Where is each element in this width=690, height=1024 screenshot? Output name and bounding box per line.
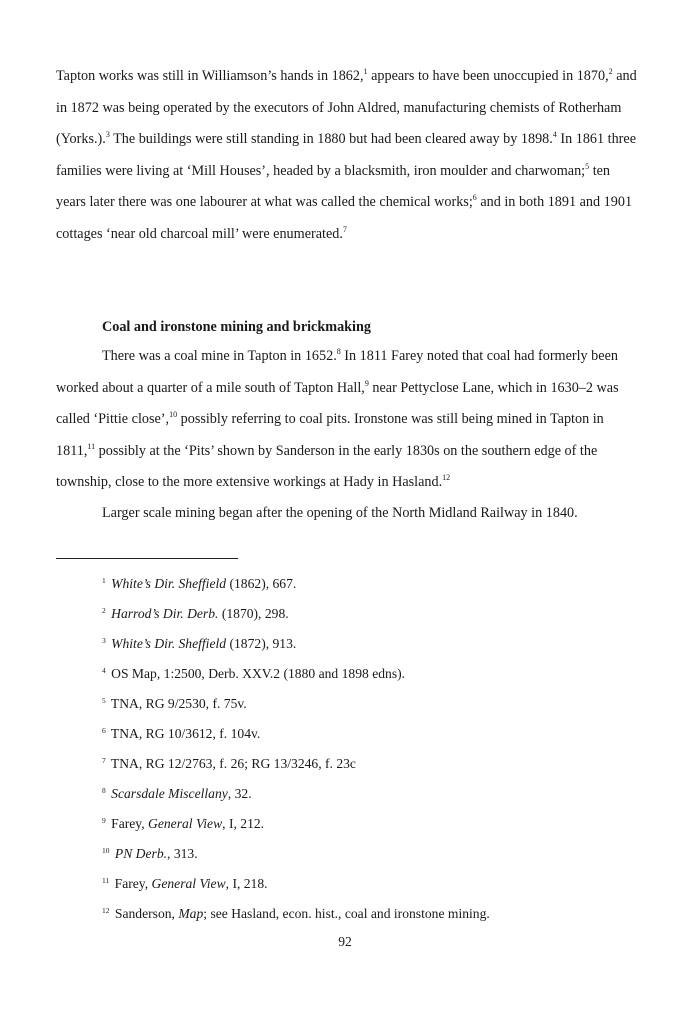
footnote-8: $^8$ Scarsdale Miscellany, 32. <box>102 786 252 801</box>
footnote-5: $^5$ TNA, RG 9/2530, f. 75v. <box>102 696 247 711</box>
footnote-ref-4[interactable]: 4 <box>552 130 557 139</box>
footnotes-list <box>102 569 642 929</box>
paragraph-coal-mining <box>56 341 640 499</box>
footnote-ref-9[interactable]: 9 <box>364 378 369 388</box>
paragraph-text: Larger scale mining began after the opening of the North Midland Railway in 1840. <box>102 505 578 521</box>
paragraph-text: Tapton works was still in Williamson’s hands in 1862,$^1$ appears to have been unoccupied in 1870,$^2$ and in 1872 was being operated by the executors of John Aldred, manufacturing chemists of Rotherham (Yorks.).$^3$ The buildings were still standing in 1880 but had been cleared away by 1898.$^4$ In 1861 three families were living at ‘Mill Houses’, headed by a blacksmith, iron moulder and charwoman;$^5$ ten years later there was one labourer at what was called the chemical works;$^6$ and in both 1891 and 1901 cottages ‘near old charcoal mill’ were enumerated.$^7$ <box>56 67 637 242</box>
footnote-ref-8[interactable]: 8 <box>336 347 341 356</box>
paragraph-larger-scale-mining <box>56 498 640 530</box>
paragraph-tapton-works <box>56 61 640 250</box>
footnote-4: $^4$ OS Map, 1:2500, Derb. XXV.2 (1880 and 1898 edns). <box>102 666 406 681</box>
footnote-12: $^{12}$ Sanderson, Map; see Hasland, econ. hist., coal and ironstone mining. <box>102 906 490 921</box>
page-number: 92 <box>338 934 352 949</box>
footnote-divider <box>56 558 238 559</box>
footnote-6: $^6$ TNA, RG 10/3612, f. 104v. <box>102 726 261 741</box>
footnote-9: $^9$ Farey, General View, I, 212. <box>102 816 265 831</box>
footnote-3: $^3$ White’s Dir. Sheffield (1872), 913. <box>102 636 297 651</box>
footnote-ref-10[interactable]: 10 <box>169 410 178 419</box>
footnote-1: $^1$ White’s Dir. Sheffield (1862), 667. <box>102 576 297 591</box>
paragraph-text: There was a coal mine in Tapton in 1652.$^8$ In 1811 Farey noted that coal had formerly been worked about a quarter of a mile south of Tapton Hall,$^9$ near Pettyclose Lane, which in 1630–2 was called ‘Pittie close’,$^{10}$ possibly referring to coal pits. Ironstone was still being mined in Tapton in 1811,11 possibly at the ‘Pits’ shown by Sanderson in the early 1830s on the southern edge of the township, close to the more extensive workings at Hady in Hasland.$^{12}$ <box>56 347 619 490</box>
footnote-ref-6[interactable]: 6 <box>472 193 477 202</box>
footnote-11: $^{11}$ Farey, General View, I, 218. <box>102 876 268 891</box>
footnote-ref-3[interactable]: 3 <box>105 130 110 139</box>
footnote-7: $^7$ TNA, RG 12/2763, f. 26; RG 13/3246, f. 23c <box>102 756 356 771</box>
footnote-ref-11[interactable]: 11 <box>87 441 96 451</box>
footnote-2: $^2$ Harrod’s Dir. Derb. (1870), 298. <box>102 606 289 621</box>
section-heading: Coal and ironstone mining and brickmaking <box>102 319 371 335</box>
footnote-ref-1[interactable]: 1 <box>363 67 368 76</box>
footnote-ref-2[interactable]: 2 <box>608 67 613 76</box>
footnote-ref-7[interactable]: 7 <box>342 224 347 234</box>
footnote-ref-5[interactable]: 5 <box>585 161 590 171</box>
footnote-10: $^{10}$ PN Derb., 313. <box>102 846 198 861</box>
footnote-ref-12[interactable]: 12 <box>442 473 451 482</box>
